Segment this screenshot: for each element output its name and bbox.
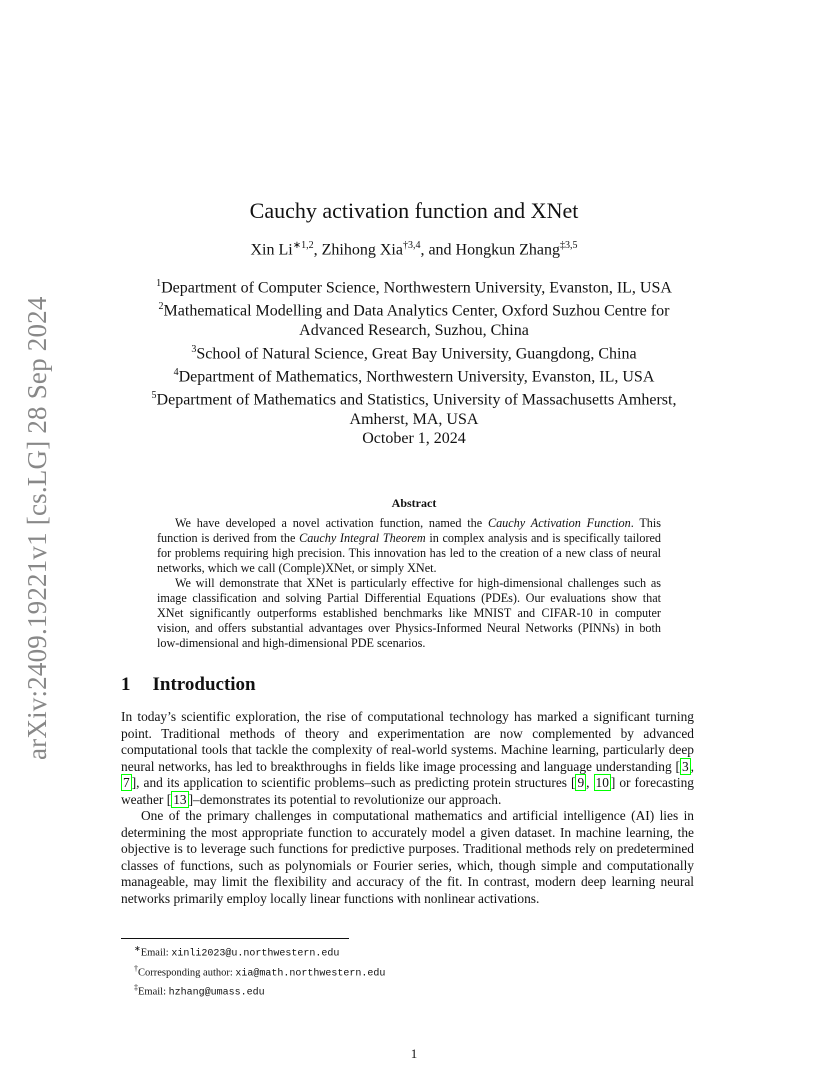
footnote [134,981,385,1001]
email-link[interactable]: hzhang@umass.edu [168,987,265,999]
arxiv-identifier: arXiv:2409.19221v1 [cs.LG] 28 Sep 2024 [22,296,52,760]
body-text: ], and its application to scientific problems–such as predicting protein structures [ [131,775,576,790]
author-marks: ‡3,5 [559,240,578,251]
affiliation-number: 4 [173,366,179,378]
abstract-paragraph [157,516,661,576]
citation-link[interactable]: 9 [577,775,585,790]
author-list [0,240,828,259]
abstract-paragraph: We will demonstrate that XNet is particularly effective for high-dimensional challenges such as image classification and solving Partial Differential Equations (PDEs). Our evaluations show that XNet significantly outperforms established benchmarks like MNIST and CIFAR-10 in computer vision, and offers substantial advantages over Physics-Informed Neural Networks (PINNs) in both low-dimensional and high-dimensional PDE scenarios. [157,576,661,650]
citation-link[interactable]: 13 [173,791,187,807]
email-link[interactable]: xinli2023@u.northwestern.edu [171,948,340,960]
introduction-body [121,709,694,907]
affiliation [0,274,828,297]
abstract-text: We have developed a novel activation function, named the [175,516,488,530]
abstract-text: in complex analysis and is specifically tailored for problems requiring high precision. This innovation has led to the creation of a new class of neural networks, which we call (Comple)XNet, or simply XNet. [157,531,662,575]
body-paragraph: One of the primary challenges in computational mathematics and artificial intelligence (AI) lies in determining the most appropriate function to accurately model a given dataset. In machine learning, the objective is to leverage such functions for predictive purposes. Traditional methods rely on predetermined classes of functions, such as polynomials or Fourier series, which, though simple and computationally manageable, may limit the flexibility and accuracy of the fit. In contrast, modern deep learning neural networks primarily employ locally linear functions with nonlinear activations. [121,808,694,906]
body-text: , [690,758,694,774]
section-heading [121,674,256,696]
footnote-label: Corresponding author: [138,967,236,978]
body-text: ]–demonstrates its potential to revolutionize our approach. [188,791,502,807]
author-marks: †3,4 [402,240,421,251]
citation-link[interactable]: 3 [681,758,689,774]
abstract-text: . This function is derived from the [157,516,661,545]
page-number: 1 [410,1046,418,1061]
publication-date: October 1, 2024 [362,430,466,447]
affiliation-number: 5 [151,390,157,402]
author-marks: ∗1,2 [292,240,314,251]
body-text: In today’s scientific exploration, the rise of computational technology has marked a significant turning point. Traditional methods of theory and experimentation are now complemented by advanced computational tools that tackle the complexity of real-world systems. Machine learning, particularly deep neural networks, has led to breakthroughs in fields like image processing and language understanding [ [121,709,694,774]
body-text: ] or forecasting weather [ [121,775,695,807]
body-text: , [586,775,594,790]
author-separator: , and [420,241,456,259]
affiliations [0,274,828,429]
affiliation-text: Department of Mathematics, Northwestern University, Evanston, IL, USA [178,368,655,386]
citation-link[interactable]: 10 [595,775,609,790]
citation-link[interactable]: 7 [123,775,130,790]
affiliation-number: 3 [191,343,197,355]
author-name: Zhihong Xia [321,241,403,259]
author-separator: , [313,241,322,259]
affiliation-text: Department of Computer Science, Northwestern University, Evanston, IL, USA [161,279,672,297]
email-link[interactable]: xia@math.northwestern.edu [235,968,386,979]
abstract-emphasis: Cauchy Integral Theorem [299,531,426,545]
footnote-rule [121,938,349,939]
paper-title: Cauchy activation function and XNet [249,198,579,223]
affiliation-continuation: Advanced Research, Suzhou, China [299,321,529,339]
author-name: Hongkun Zhang [455,241,560,259]
affiliation-continuation: Amherst, MA, USA [349,410,479,428]
affiliation [0,297,828,320]
section-number: 1 [121,674,131,695]
body-paragraph [121,709,694,808]
footnote-label: Email: [138,986,169,998]
footnote-label: Email: [140,947,172,959]
affiliation [0,363,828,386]
author-name: Xin Li [250,241,293,259]
footnote-mark: ∗ [134,944,141,953]
affiliation-number: 1 [156,278,162,289]
abstract-body [157,516,661,651]
footnote-mark: ‡ [134,983,138,992]
affiliation-text: Department of Mathematics and Statistics, University of Massachusetts Amherst, [156,391,677,409]
section-title: Introduction [152,674,256,695]
footnote [134,942,385,962]
affiliation-text: Mathematical Modelling and Data Analytics Center, Oxford Suzhou Centre for [163,302,670,320]
affiliation [0,340,828,363]
footnotes [134,942,385,1001]
affiliation-text: School of Natural Science, Great Bay University, Guangdong, China [196,344,637,362]
affiliation-number: 2 [158,301,164,313]
footnote-mark: † [134,963,138,973]
footnote [134,962,385,982]
abstract-emphasis: Cauchy Activation Function [487,516,631,530]
abstract-heading: Abstract [391,496,437,510]
affiliation [0,386,828,409]
